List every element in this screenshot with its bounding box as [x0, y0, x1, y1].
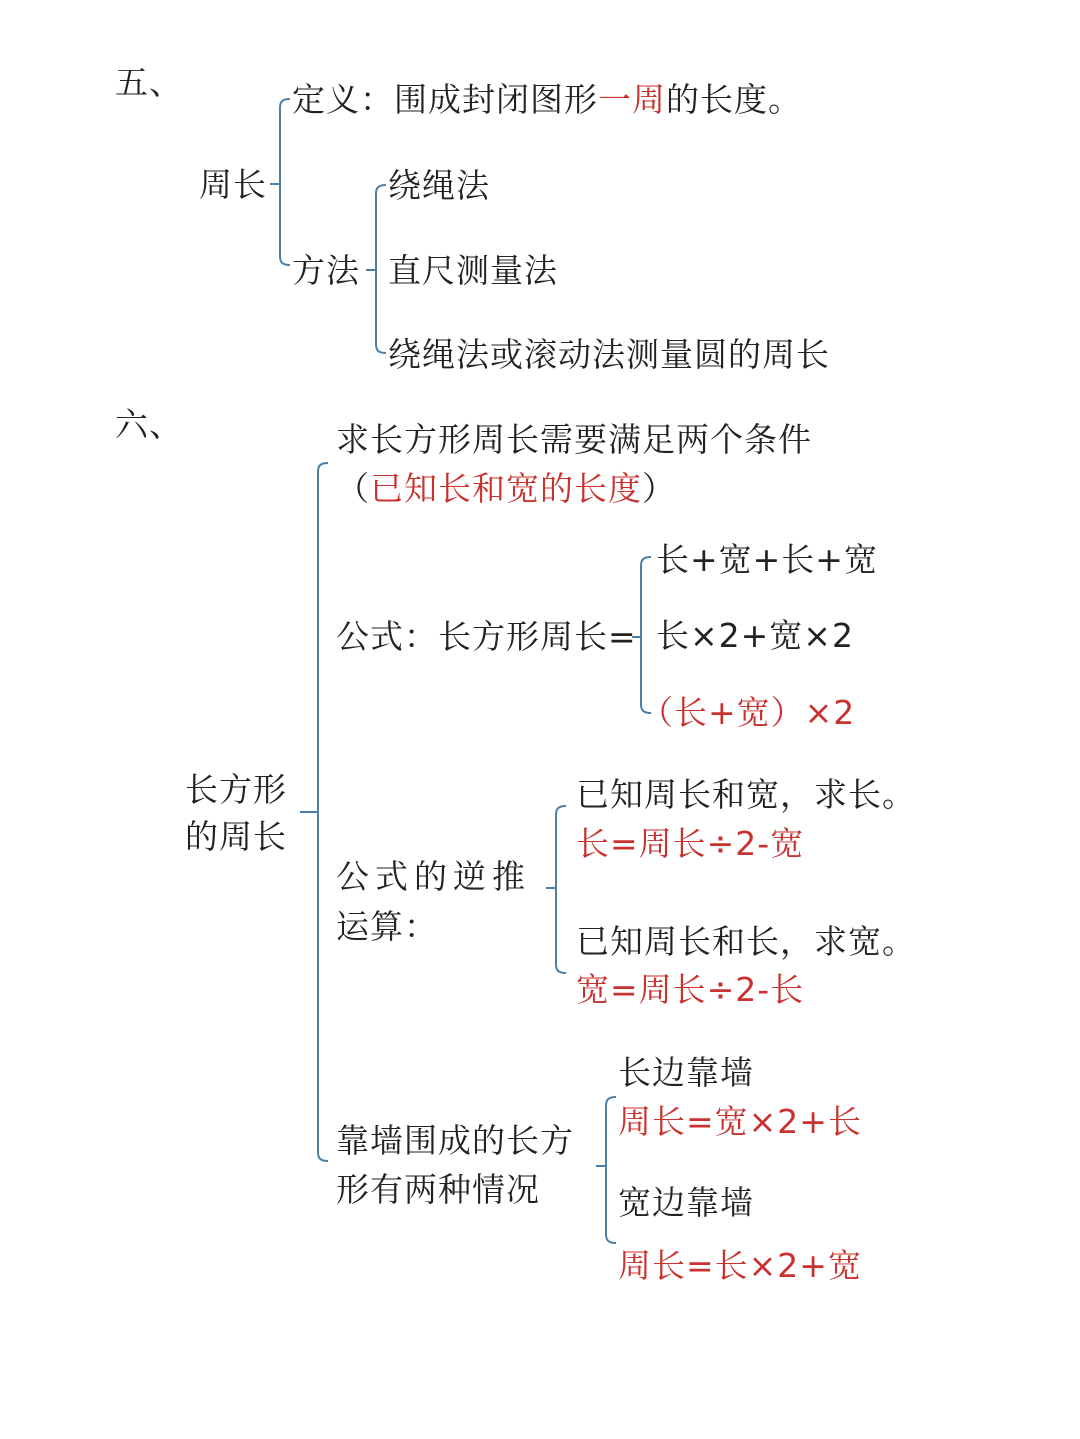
formula-label: 公式：长方形周长=: [336, 617, 637, 656]
inverse-label-line1: 公式的逆推: [336, 857, 531, 896]
section-5-number: 五、: [115, 63, 183, 102]
wall-case1-title: 长边靠墙: [618, 1053, 754, 1092]
wall-label-line2: 形有两种情况: [336, 1170, 540, 1209]
method-item-rope: 绕绳法: [388, 166, 490, 205]
definition-line: [292, 80, 802, 119]
wall-case1-formula: 周长=宽×2+长: [618, 1102, 862, 1141]
wall-case2-formula: 周长=长×2+宽: [618, 1246, 862, 1285]
rectangle-root-line1: 长方形: [185, 770, 287, 809]
condition-line2: [336, 469, 676, 508]
condition-paren-open: （: [336, 469, 370, 508]
method-label: 方法: [292, 251, 360, 290]
wall-label-line1: 靠墙围成的长方: [336, 1121, 574, 1160]
definition-highlight: 一周: [598, 80, 666, 119]
inverse-case2-formula: 宽=周长÷2-长: [576, 970, 805, 1009]
condition-highlight: 已知长和宽的长度: [370, 469, 642, 508]
inverse-case2-question: 已知周长和长，求宽。: [576, 922, 916, 961]
inverse-case1-formula: 长=周长÷2-宽: [576, 824, 805, 863]
inverse-case1-question: 已知周长和宽，求长。: [576, 775, 916, 814]
rectangle-root-line2: 的周长: [185, 817, 287, 856]
bracket-formula: [641, 557, 651, 713]
condition-paren-close: ）: [642, 469, 676, 508]
condition-line1: 求长方形周长需要满足两个条件: [336, 420, 812, 459]
definition-prefix: 定义：围成封闭图形: [292, 80, 598, 119]
formula-item-3: （长+宽）×2: [640, 693, 856, 732]
wall-case2-title: 宽边靠墙: [618, 1183, 754, 1222]
bracket-wall: [606, 1097, 616, 1243]
bracket-perimeter: [280, 99, 290, 265]
inverse-label-line2: 运算：: [336, 907, 438, 946]
bracket-methods: [376, 185, 386, 353]
bracket-inverse: [556, 806, 566, 973]
section-6-number: 六、: [115, 405, 183, 444]
definition-suffix: 的长度。: [666, 80, 802, 119]
formula-item-1: 长+宽+长+宽: [656, 540, 878, 579]
bracket-rectangle-perimeter: [318, 463, 328, 1161]
method-item-ruler: 直尺测量法: [388, 251, 558, 290]
formula-item-2: 长×2+宽×2: [656, 616, 854, 655]
method-item-circle: 绕绳法或滚动法测量圆的周长: [388, 335, 830, 374]
perimeter-root: 周长: [199, 165, 267, 204]
